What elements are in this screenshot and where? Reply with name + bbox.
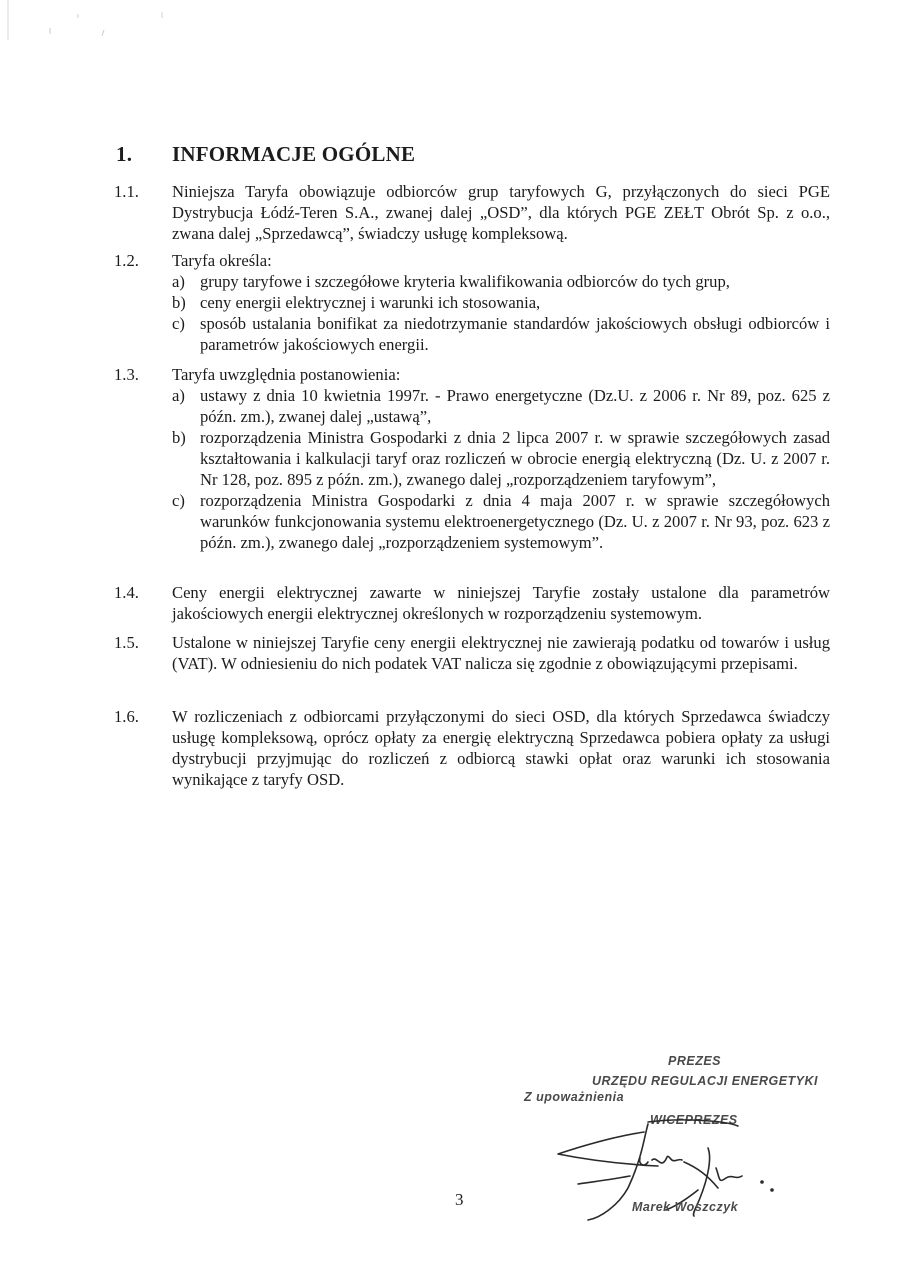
item-text: rozporządzenia Ministra Gospodarki z dnia 2 lipca 2007 r. w sprawie szczegółowych zasad kształtowania i kalkulacji taryf oraz rozliczeń w obrocie energią elektryczną (Dz. U. z 2007 r. Nr 128, poz. 895 z późn. zm.), zwanego dalej „rozporządzeniem taryfowym”,: [200, 428, 830, 489]
section-number: 1.2.: [114, 251, 139, 270]
section-number: 1.6.: [114, 707, 139, 726]
stamp-name: Marek Woszczyk: [632, 1200, 739, 1214]
section-1-4: [114, 582, 830, 624]
stamp-authorization: Z upoważnienia: [524, 1090, 625, 1104]
item-marker: b): [172, 428, 186, 447]
section-heading: [116, 142, 415, 167]
item-text: sposób ustalania bonifikat za niedotrzymanie standardów jakościowych obsługi odbiorców i parametrów jakościowych energii.: [200, 314, 830, 354]
heading-number: 1.: [116, 142, 133, 166]
item-text: ustawy z dnia 10 kwietnia 1997r. - Prawo energetyczne (Dz.U. z 2006 r. Nr 89, poz. 625 z późn. zm.), zwanej dalej „ustawą”,: [200, 386, 830, 426]
section-1-3: [114, 364, 830, 553]
section-number: 1.5.: [114, 633, 139, 652]
list-item: [172, 427, 830, 490]
item-text: grupy taryfowe i szczegółowe kryteria kwalifikowania odbiorców do tych grup,: [200, 272, 730, 291]
section-text: Ceny energii elektrycznej zawarte w niniejszej Taryfie zostały ustalone dla parametrów jakościowych energii elektrycznej określonych w rozporządzeniu systemowym.: [172, 583, 830, 623]
item-marker: a): [172, 272, 185, 291]
section-text: Ustalone w niniejszej Taryfie ceny energii elektrycznej nie zawierają podatku od towarów i usług (VAT). W odniesieniu do nich podatek VAT nalicza się zgodnie z obowiązującymi przepisami.: [172, 633, 830, 673]
item-list: [172, 271, 830, 355]
section-1-5: [114, 632, 830, 674]
item-marker: a): [172, 386, 185, 405]
item-marker: b): [172, 293, 186, 312]
item-text: rozporządzenia Ministra Gospodarki z dnia 4 maja 2007 r. w sprawie szczegółowych warunków funkcjonowania systemu elektroenergetycznego (Dz. U. z 2007 r. Nr 93, poz. 623 z późn. zm.), zwanego dalej „rozporządzeniem systemowym”.: [200, 491, 830, 552]
scan-marks: [0, 0, 905, 60]
section-text: W rozliczeniach z odbiorcami przyłączonymi do sieci OSD, dla których Sprzedawca świadczy usługę kompleksową, oprócz opłaty za energię elektryczną Sprzedawca pobiera opłaty za usługi dystrybucji przyjmując do rozliczeń z odbiorcą stawki opłat oraz warunki ich stosowania wynikające z taryfy OSD.: [172, 707, 830, 789]
stamp-title: PREZES: [668, 1054, 722, 1068]
list-item: [172, 313, 830, 355]
section-1-1: [114, 181, 830, 244]
item-list: [172, 385, 830, 553]
section-number: 1.1.: [114, 182, 139, 201]
heading-title: INFORMACJE OGÓLNE: [172, 142, 416, 166]
list-item: [172, 271, 830, 292]
section-intro: Taryfa określa:: [172, 251, 272, 270]
stamp-role: WICEPREZES: [650, 1113, 738, 1127]
section-intro: Taryfa uwzględnia postanowienia:: [172, 365, 401, 384]
section-number: 1.4.: [114, 583, 139, 602]
section-1-6: [114, 706, 830, 790]
list-item: [172, 292, 830, 313]
item-marker: c): [172, 314, 185, 333]
section-text: Niniejsza Taryfa obowiązuje odbiorców grup taryfowych G, przyłączonych do sieci PGE Dystrybucja Łódź-Teren S.A., zwanej dalej „OSD”, dla których PGE ZEŁT Obrót Sp. z o.o., zwana dalej „Sprzedawcą”, świadczy usługę kompleksową.: [172, 182, 830, 243]
page-number: 3: [455, 1190, 464, 1209]
item-text: ceny energii elektrycznej i warunki ich stosowania,: [200, 293, 541, 312]
item-marker: c): [172, 491, 185, 510]
list-item: [172, 490, 830, 553]
list-item: [172, 385, 830, 427]
stamp-office: URZĘDU REGULACJI ENERGETYKI: [592, 1074, 819, 1088]
section-number: 1.3.: [114, 365, 139, 384]
section-1-2: [114, 250, 830, 355]
